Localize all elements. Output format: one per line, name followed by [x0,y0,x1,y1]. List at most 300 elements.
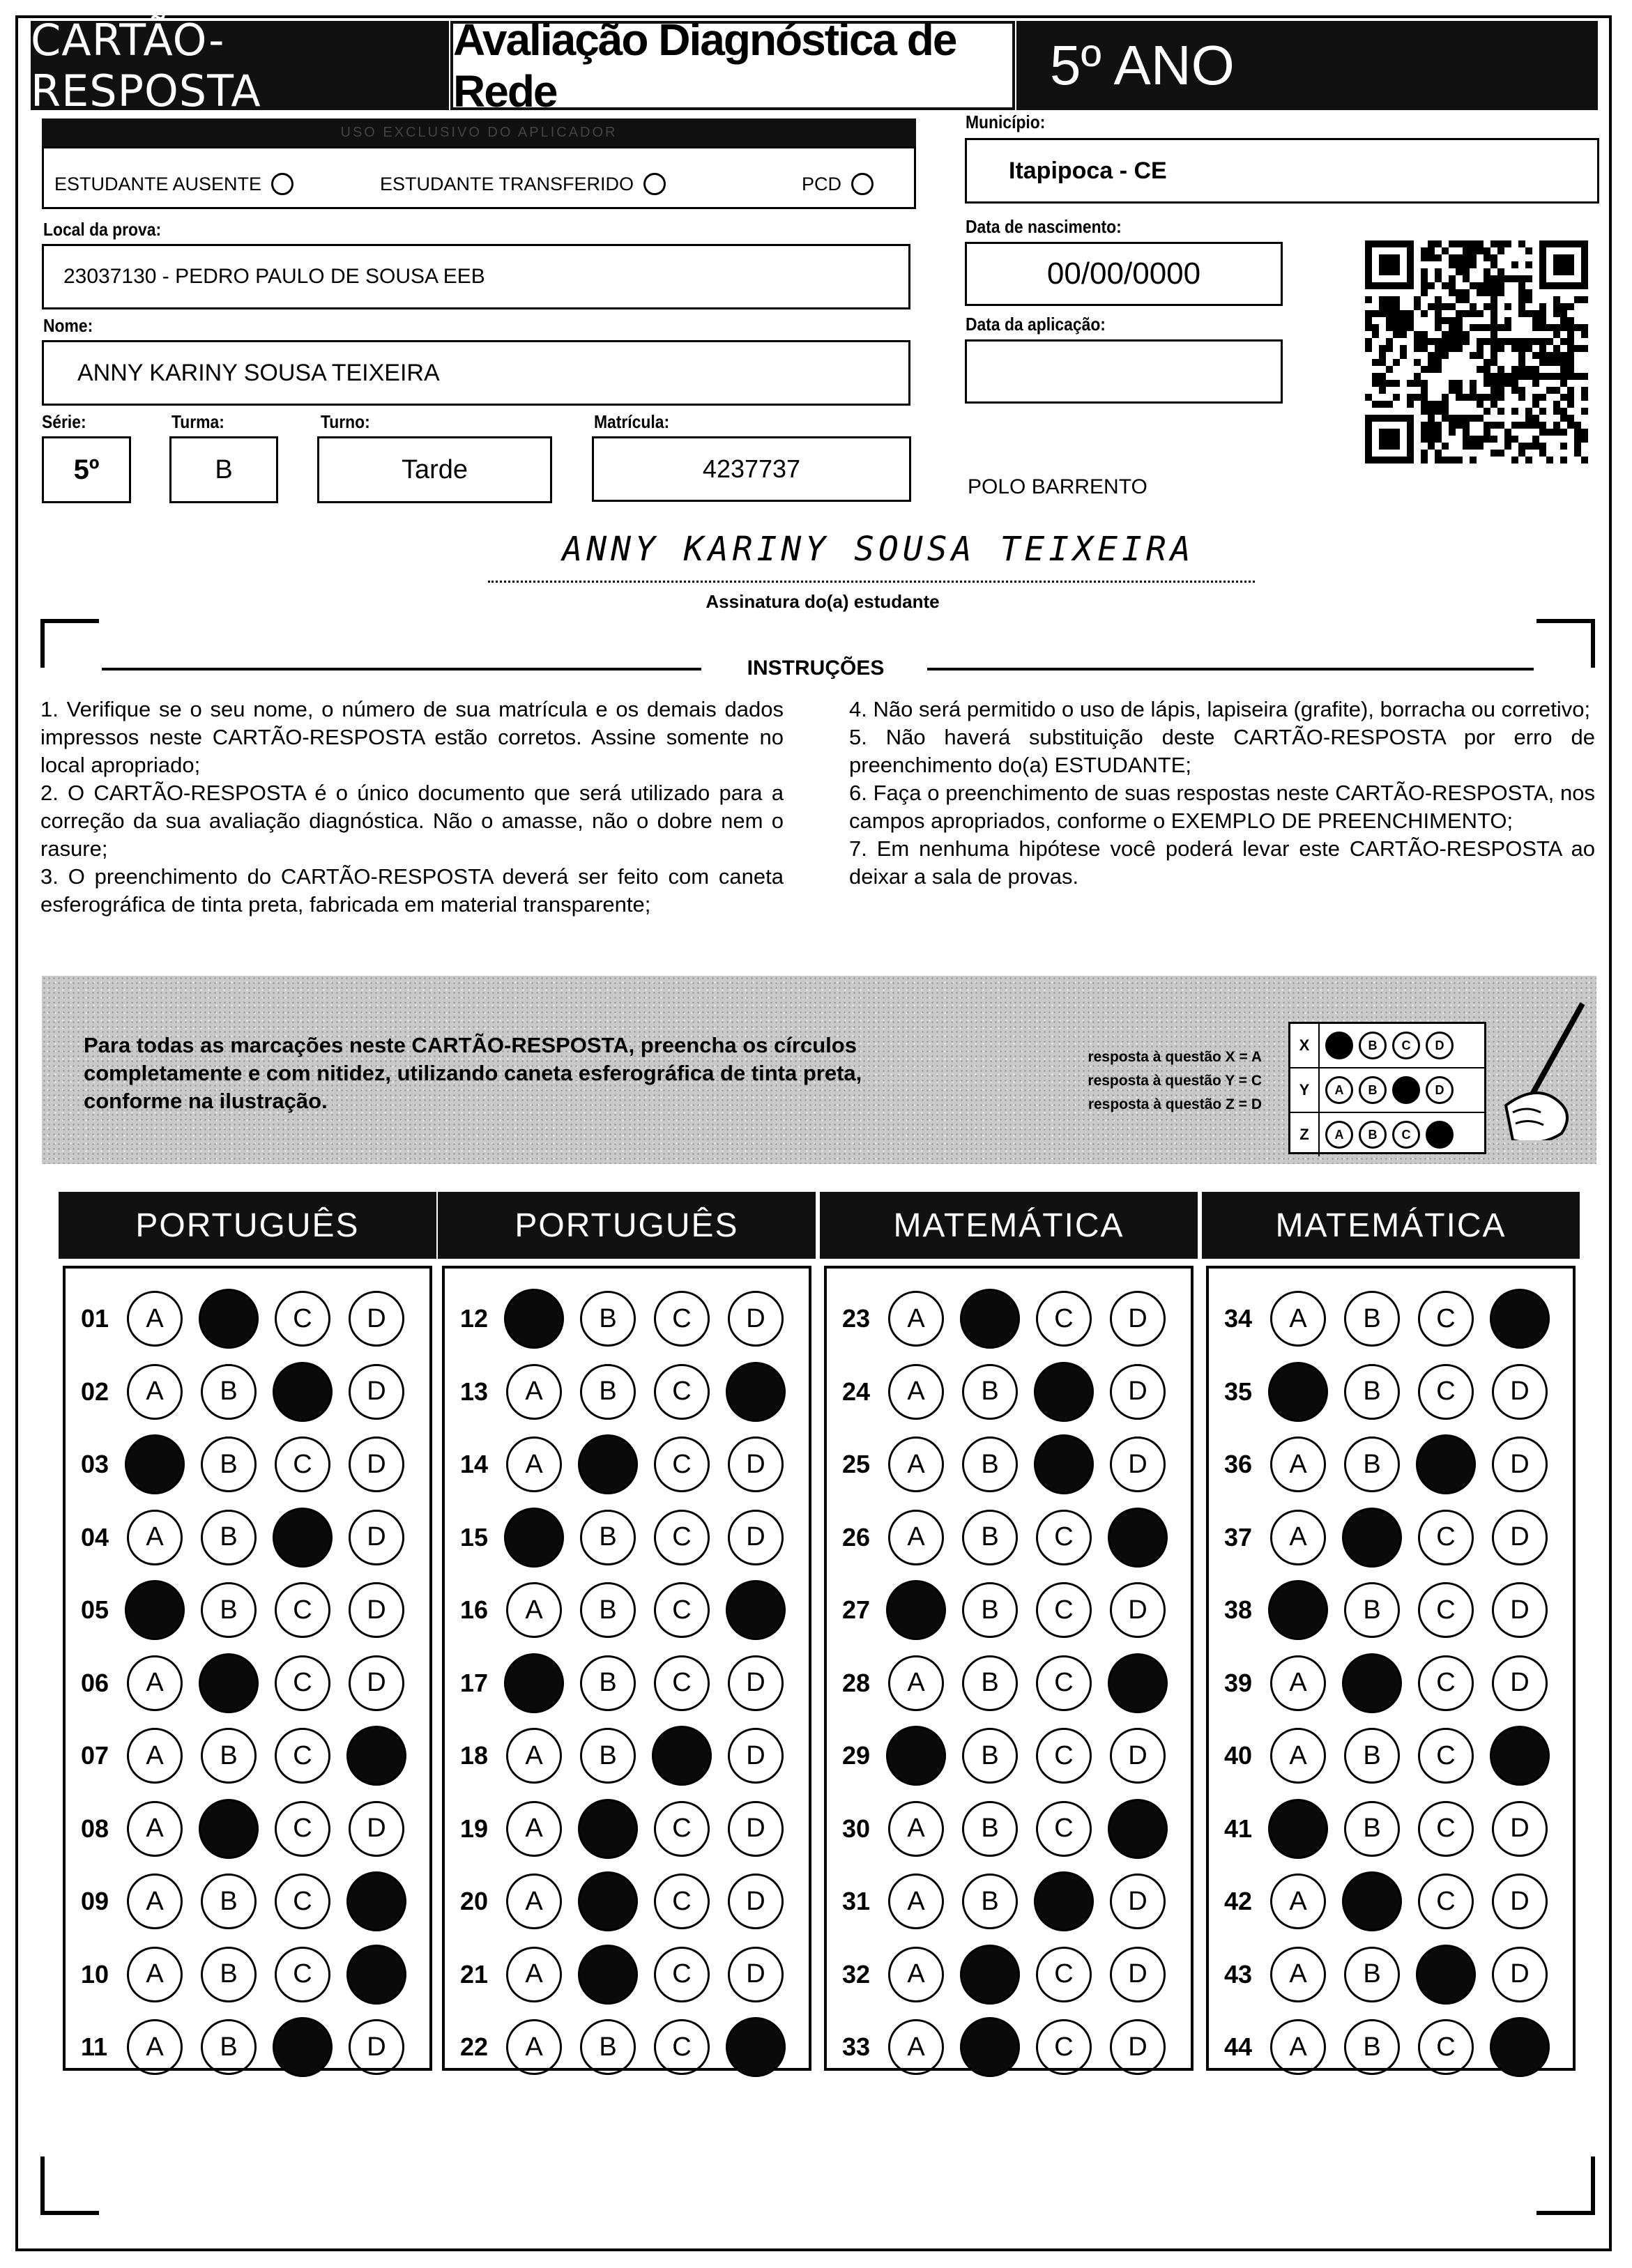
answer-bubble-b[interactable]: B [1344,1801,1400,1857]
question-number: 33 [842,2032,871,2061]
question-row [827,1503,1184,1572]
question-row [1209,1575,1566,1645]
answer-bubble-a-filled[interactable]: A [504,1508,564,1568]
transferred-label: ESTUDANTE TRANSFERIDO [380,173,634,194]
answer-bubble-c[interactable]: C [1036,1582,1092,1638]
question-number: 08 [81,1814,109,1843]
turma-label: Turma: [171,411,224,432]
answer-bubble-a[interactable]: A [1270,1510,1326,1565]
question-row [827,1794,1184,1864]
signature-line [488,581,1255,583]
answer-bubble-c[interactable]: C [275,1655,330,1711]
question-number: 36 [1224,1450,1253,1478]
answer-bubble-c-filled[interactable]: C [1034,1434,1094,1494]
question-row [1209,1794,1566,1864]
nascimento-field: 00/00/0000 [965,242,1283,306]
answer-bubble-a[interactable]: A [888,1364,944,1420]
answer-bubble-b-filled[interactable]: B [1342,1508,1402,1568]
answer-bubble-a[interactable]: A [1270,1655,1326,1711]
serie-field: 5º [42,436,131,503]
question-number: 07 [81,1741,109,1770]
answer-bubble-c[interactable]: C [275,1947,330,2002]
answer-bubble-b-filled[interactable]: B [578,1434,638,1494]
answer-bubble-b-filled[interactable]: B [199,1289,259,1349]
question-row [827,1284,1184,1354]
answer-bubble-b-filled[interactable]: B [199,1799,259,1859]
answer-bubble-b[interactable]: B [201,2019,257,2075]
answer-bubble-c[interactable]: C [654,1510,710,1565]
answer-bubble-b-filled[interactable]: B [578,1871,638,1931]
answer-bubble-c[interactable]: C [654,1291,710,1347]
aplicacao-field [965,339,1283,404]
question-row [445,1794,802,1864]
answer-bubble-a[interactable]: A [127,1801,183,1857]
answer-bubble-b[interactable]: B [580,1291,636,1347]
example-key: X [1290,1024,1320,1067]
section-header: PORTUGUÊS [59,1192,436,1259]
corner-mark-bottom-right [1536,2156,1595,2215]
question-row [827,1940,1184,2009]
answer-bubble-c[interactable]: C [275,1801,330,1857]
example-bubble: B [1359,1076,1387,1104]
question-number: 01 [81,1304,109,1333]
answer-bubble-d-filled[interactable]: D [1108,1653,1168,1713]
question-number: 43 [1224,1959,1253,1989]
answer-bubble-c[interactable]: C [1036,2019,1092,2075]
answer-bubble-d[interactable]: D [349,1291,404,1347]
answer-bubble-a-filled[interactable]: A [886,1726,946,1786]
answer-bubble-a[interactable]: A [506,1728,562,1784]
applicator-bar: USO EXCLUSIVO DO APLICADOR [42,118,916,146]
answer-bubble-c[interactable]: C [275,1291,330,1347]
answer-bubble-d[interactable]: D [349,1655,404,1711]
answer-bubble-a[interactable]: A [506,1874,562,1929]
card-subtitle: Avaliação Diagnóstica de Rede [450,21,1015,110]
answer-bubble-a[interactable]: A [127,1655,183,1711]
answer-bubble-b[interactable]: B [962,1582,1018,1638]
answer-bubble-d[interactable]: D [728,1728,784,1784]
answer-bubble-a-filled[interactable]: A [886,1580,946,1640]
answer-bubble-a[interactable]: A [127,1510,183,1565]
instruction-item: 7. Em nenhuma hipótese você poderá levar este CARTÃO-RESPOSTA ao deixar a sala de provas. [849,836,1595,889]
question-row [445,1867,802,1936]
answer-bubble-b[interactable]: B [1344,1364,1400,1420]
question-row [445,1721,802,1791]
question-number: 03 [81,1450,109,1478]
question-row [445,1430,802,1499]
question-number: 38 [1224,1595,1253,1624]
example-bubble: A [1325,1121,1353,1149]
answer-bubble-c[interactable]: C [1418,1291,1474,1347]
answer-bubble-a-filled[interactable]: A [504,1653,564,1713]
pcd-label: PCD [802,173,842,194]
example-bubble: D [1426,1032,1454,1059]
answer-bubble-b-filled[interactable]: B [1342,1871,1402,1931]
question-row [1209,2012,1566,2082]
example-row [1290,1024,1484,1068]
answer-bubble-b[interactable]: B [580,2019,636,2075]
serie-label: Série: [42,411,86,432]
answer-bubble-d[interactable]: D [1110,1364,1166,1420]
question-number: 06 [81,1668,109,1697]
answer-bubble-c[interactable]: C [654,1582,710,1638]
question-number: 28 [842,1668,871,1697]
legend-line: resposta à questão Y = C [1088,1073,1262,1089]
answer-bubble-d-filled[interactable]: D [346,1871,406,1931]
answer-bubble-b[interactable]: B [201,1728,257,1784]
question-number: 21 [460,1959,489,1989]
answer-bubble-a-filled[interactable]: A [1268,1580,1328,1640]
answer-bubble-b[interactable]: B [1344,1947,1400,2002]
question-row [66,1503,422,1572]
example-bubble: A [1325,1076,1353,1104]
answer-bubble-d[interactable]: D [1492,1582,1548,1638]
answer-bubble-b[interactable]: B [962,1728,1018,1784]
answer-bubble-b[interactable]: B [580,1582,636,1638]
answer-bubble-d[interactable]: D [728,1947,784,2002]
answer-bubble-d[interactable]: D [728,1436,784,1492]
transferred-bubble[interactable] [643,173,666,195]
answer-bubble-d[interactable]: D [349,1582,404,1638]
answer-bubble-d[interactable]: D [1110,2019,1166,2075]
answer-bubble-b-filled[interactable]: B [578,1799,638,1859]
question-number: 23 [842,1304,871,1333]
example-bubble: A [1325,1032,1353,1059]
instruction-item: 2. O CARTÃO-RESPOSTA é o único documento que será utilizado para a correção da sua avaliação diagnóstica. Não o amasse, não o dobre nem o rasure; [40,781,784,861]
example-bubble: C [1392,1032,1420,1059]
answer-bubble-c[interactable]: C [1418,2019,1474,2075]
answer-bubble-d[interactable]: D [728,1874,784,1929]
example-bubble: B [1359,1121,1387,1149]
question-number: 42 [1224,1887,1253,1915]
answer-bubble-d[interactable]: D [1492,1947,1548,2002]
qr-code [1365,240,1588,463]
question-number: 40 [1224,1741,1253,1770]
answer-bubble-c[interactable]: C [654,1801,710,1857]
instructions-right-column [849,696,1595,891]
answer-bubble-c[interactable]: C [1036,1291,1092,1347]
local-field: 23037130 - PEDRO PAULO DE SOUSA EEB [42,244,910,309]
answer-bubble-a[interactable]: A [888,1291,944,1347]
instruction-item: 3. O preenchimento do CARTÃO-RESPOSTA deverá ser feito com caneta esferográfica de tinta preta, fabricada em material transparente; [40,864,784,917]
question-row [445,1648,802,1718]
instruction-item: 5. Não haverá substituição deste CARTÃO-RESPOSTA por erro de preenchimento do(a) ESTUDANTE; [849,725,1595,777]
answer-bubble-a[interactable]: A [506,1801,562,1857]
answer-section [824,1266,1194,2071]
answer-bubble-a[interactable]: A [888,1655,944,1711]
name-label: Nome: [43,315,93,336]
question-number: 39 [1224,1668,1253,1697]
answer-bubble-d[interactable]: D [1492,1364,1548,1420]
answer-bubble-b-filled[interactable]: B [199,1653,259,1713]
answer-bubble-a[interactable]: A [127,1291,183,1347]
answer-bubble-a[interactable]: A [506,1364,562,1420]
answer-bubble-c[interactable]: C [1036,1728,1092,1784]
answer-bubble-b[interactable]: B [1344,1728,1400,1784]
answer-bubble-a[interactable]: A [127,1874,183,1929]
question-row [66,1284,422,1354]
answer-bubble-b[interactable]: B [201,1582,257,1638]
question-number: 11 [81,2032,108,2061]
answer-bubble-c[interactable]: C [1036,1510,1092,1565]
question-number: 13 [460,1377,489,1406]
answer-bubble-c[interactable]: C [1418,1728,1474,1784]
answer-bubble-d[interactable]: D [349,2019,404,2075]
answer-bubble-d[interactable]: D [1110,1582,1166,1638]
answer-bubble-a[interactable]: A [888,1436,944,1492]
answer-bubble-b[interactable]: B [201,1874,257,1929]
question-row [827,1575,1184,1645]
answer-bubble-b[interactable]: B [962,1510,1018,1565]
answer-bubble-d[interactable]: D [1110,1947,1166,2002]
transferred-option[interactable] [380,173,666,195]
answer-bubble-b[interactable]: B [201,1436,257,1492]
turno-field: Tarde [317,436,552,503]
answer-bubble-d-filled[interactable]: D [346,1945,406,2005]
pen-hand-icon [1485,1001,1589,1140]
question-row [1209,1430,1566,1499]
name-field: ANNY KARINY SOUSA TEIXEIRA [42,340,910,406]
answer-bubble-d[interactable]: D [1492,1801,1548,1857]
answer-bubble-d-filled[interactable]: D [726,1362,786,1422]
municipio-field: Itapipoca - CE [965,138,1599,204]
answer-bubble-b[interactable]: B [580,1655,636,1711]
instructions-title: INSTRUÇÕES [747,657,885,680]
question-number: 09 [81,1887,109,1915]
instructions-left-column [40,696,784,919]
matricula-field: 4237737 [592,436,911,502]
municipio-label: Município: [966,112,1046,132]
question-number: 31 [842,1887,871,1915]
answer-bubble-a[interactable]: A [127,1364,183,1420]
answer-bubble-d[interactable]: D [728,1801,784,1857]
question-row [66,1940,422,2009]
answer-bubble-c[interactable]: C [1418,1582,1474,1638]
question-number: 30 [842,1814,871,1843]
answer-bubble-a-filled[interactable]: A [1268,1362,1328,1422]
answer-bubble-d[interactable]: D [349,1510,404,1565]
question-number: 41 [1224,1814,1253,1843]
answer-bubble-a[interactable]: A [506,1947,562,2002]
answer-bubble-a[interactable]: A [127,2019,183,2075]
answer-bubble-d-filled[interactable]: D [1108,1799,1168,1859]
answer-bubble-b[interactable]: B [962,1874,1018,1929]
question-row [827,1430,1184,1499]
answer-bubble-d[interactable]: D [728,1291,784,1347]
example-key: Y [1290,1068,1320,1112]
answer-bubble-a[interactable]: A [888,1874,944,1929]
question-row [66,1575,422,1645]
question-row [66,1357,422,1427]
answer-bubble-a[interactable]: A [888,1801,944,1857]
example-bubble: D [1426,1121,1454,1149]
answer-bubble-b[interactable]: B [1344,2019,1400,2075]
question-row [827,1357,1184,1427]
answer-bubble-c[interactable]: C [1418,1510,1474,1565]
answer-bubble-d-filled[interactable]: D [346,1726,406,1786]
answer-bubble-d[interactable]: D [1492,1655,1548,1711]
answer-bubble-a[interactable]: A [888,2019,944,2075]
card-title: CARTÃO-RESPOSTA [31,21,449,110]
answer-bubble-b-filled[interactable]: B [960,1289,1020,1349]
answer-bubble-c[interactable]: C [1418,1801,1474,1857]
answer-section [63,1266,432,2071]
answer-bubble-d[interactable]: D [349,1436,404,1492]
answer-bubble-d[interactable]: D [1110,1436,1166,1492]
answer-bubble-d[interactable]: D [728,1510,784,1565]
question-row [66,1721,422,1791]
question-row [827,1867,1184,1936]
answer-bubble-b[interactable]: B [201,1510,257,1565]
answer-bubble-d[interactable]: D [1110,1291,1166,1347]
answer-bubble-c[interactable]: C [275,1436,330,1492]
answer-bubble-d-filled[interactable]: D [726,1580,786,1640]
answer-bubble-d[interactable]: D [1110,1874,1166,1929]
answer-bubble-c[interactable]: C [654,2019,710,2075]
answer-bubble-a[interactable]: A [127,1947,183,2002]
question-number: 25 [842,1450,871,1478]
question-number: 26 [842,1522,871,1551]
answer-bubble-b-filled[interactable]: B [1342,1653,1402,1713]
absent-option[interactable] [54,173,293,195]
answer-bubble-b[interactable]: B [962,1801,1018,1857]
answer-bubble-c[interactable]: C [654,1436,710,1492]
question-number: 34 [1224,1304,1253,1333]
answer-bubble-b[interactable]: B [1344,1436,1400,1492]
answer-bubble-c-filled[interactable]: C [1034,1871,1094,1931]
question-number: 14 [460,1450,489,1478]
answer-bubble-c-filled[interactable]: C [273,2017,333,2077]
instruction-item: 1. Verifique se o seu nome, o número de sua matrícula e os demais dados impressos neste CARTÃO-RESPOSTA estão corretos. Assine somente no local apropriado; [40,697,784,777]
answer-bubble-d[interactable]: D [728,1655,784,1711]
corner-mark-bottom-left [40,2156,99,2215]
answer-bubble-d[interactable]: D [1492,1874,1548,1929]
answer-bubble-c[interactable]: C [654,1874,710,1929]
answer-bubble-a[interactable]: A [1270,1874,1326,1929]
answer-bubble-a[interactable]: A [127,1728,183,1784]
matricula-label: Matrícula: [594,411,670,432]
local-label: Local da prova: [43,219,162,240]
instructions-rule-right [927,668,1534,671]
answer-bubble-b[interactable]: B [201,1364,257,1420]
answer-bubble-c-filled[interactable]: C [652,1726,712,1786]
answer-bubble-d-filled[interactable]: D [1490,1726,1550,1786]
instructions-rule-left [102,668,701,671]
answer-bubble-a[interactable]: A [1270,2019,1326,2075]
question-row [1209,1503,1566,1572]
answer-bubble-a[interactable]: A [1270,1947,1326,2002]
pcd-option[interactable] [802,173,874,195]
answer-bubble-b[interactable]: B [580,1510,636,1565]
answer-bubble-b[interactable]: B [580,1728,636,1784]
answer-bubble-c[interactable]: C [1418,1655,1474,1711]
grade-label: 5º ANO [1016,21,1598,110]
question-row [1209,1284,1566,1354]
section-header: MATEMÁTICA [1202,1192,1580,1259]
answer-bubble-b[interactable]: B [201,1947,257,2002]
answer-bubble-b[interactable]: B [580,1364,636,1420]
answer-bubble-c[interactable]: C [1036,1801,1092,1857]
answer-bubble-b-filled[interactable]: B [960,2017,1020,2077]
answer-bubble-a-filled[interactable]: A [504,1289,564,1349]
answer-bubble-c[interactable]: C [1036,1947,1092,2002]
example-bubble: C [1392,1076,1420,1104]
answer-bubble-c-filled[interactable]: C [273,1508,333,1568]
answer-bubble-a[interactable]: A [1270,1436,1326,1492]
answer-section [442,1266,811,2071]
answer-bubble-d[interactable]: D [349,1801,404,1857]
answer-bubble-a[interactable]: A [888,1510,944,1565]
absent-bubble[interactable] [271,173,293,195]
question-number: 29 [842,1741,871,1770]
answer-bubble-c[interactable]: C [654,1947,710,2002]
answer-bubble-a-filled[interactable]: A [125,1434,185,1494]
answer-bubble-a[interactable]: A [1270,1728,1326,1784]
answer-bubble-c-filled[interactable]: C [1416,1434,1476,1494]
answer-bubble-d-filled[interactable]: D [1108,1508,1168,1568]
example-bubble: C [1392,1121,1420,1149]
answer-bubble-a[interactable]: A [506,1582,562,1638]
answer-bubble-a[interactable]: A [506,1436,562,1492]
answer-bubble-d-filled[interactable]: D [1490,1289,1550,1349]
answer-bubble-c[interactable]: C [654,1364,710,1420]
answer-bubble-a[interactable]: A [888,1947,944,2002]
answer-section [1206,1266,1576,2071]
answer-bubble-b[interactable]: B [1344,1582,1400,1638]
question-row [445,1357,802,1427]
answer-bubble-b[interactable]: B [1344,1291,1400,1347]
legend-line: resposta à questão X = A [1088,1049,1262,1065]
question-number: 15 [460,1522,489,1551]
question-row [827,2012,1184,2082]
answer-bubble-d[interactable]: D [1492,1510,1548,1565]
question-row [66,2012,422,2082]
question-row [445,1503,802,1572]
answer-bubble-b-filled[interactable]: B [960,1945,1020,2005]
answer-bubble-d-filled[interactable]: D [1490,2017,1550,2077]
answer-bubble-c-filled[interactable]: C [1034,1362,1094,1422]
answer-bubble-c[interactable]: C [1036,1655,1092,1711]
answer-bubble-c[interactable]: C [654,1655,710,1711]
question-row [1209,1648,1566,1718]
instruction-item: 4. Não será permitido o uso de lápis, lapiseira (grafite), borracha ou corretivo; [849,697,1591,721]
answer-bubble-a-filled[interactable]: A [1268,1799,1328,1859]
answer-bubble-b[interactable]: B [962,1436,1018,1492]
answer-bubble-c[interactable]: C [1418,1364,1474,1420]
answer-bubble-d[interactable]: D [1110,1728,1166,1784]
answer-bubble-d-filled[interactable]: D [726,2017,786,2077]
question-row [1209,1357,1566,1427]
answer-bubble-c[interactable]: C [275,1728,330,1784]
answer-bubble-d[interactable]: D [349,1364,404,1420]
pcd-bubble[interactable] [851,173,874,195]
answer-bubble-c[interactable]: C [275,1874,330,1929]
answer-bubble-c-filled[interactable]: C [273,1362,333,1422]
answer-bubble-a[interactable]: A [1270,1291,1326,1347]
fill-example-grid [1288,1022,1486,1154]
answer-bubble-c[interactable]: C [1418,1874,1474,1929]
answer-bubble-b[interactable]: B [962,1364,1018,1420]
fill-example-text: Para todas as marcações neste CARTÃO-RESPOSTA, preencha os círculos completamente e com nitidez, utilizando caneta esferográfica de tinta preta, conforme na ilustração. [84,1033,862,1113]
question-number: 24 [842,1377,871,1406]
answer-bubble-c[interactable]: C [275,1582,330,1638]
answer-bubble-b-filled[interactable]: B [578,1945,638,2005]
answer-bubble-a[interactable]: A [506,2019,562,2075]
answer-bubble-a-filled[interactable]: A [125,1580,185,1640]
answer-bubble-d[interactable]: D [1492,1436,1548,1492]
answer-bubble-c-filled[interactable]: C [1416,1945,1476,2005]
answer-bubble-b[interactable]: B [962,1655,1018,1711]
